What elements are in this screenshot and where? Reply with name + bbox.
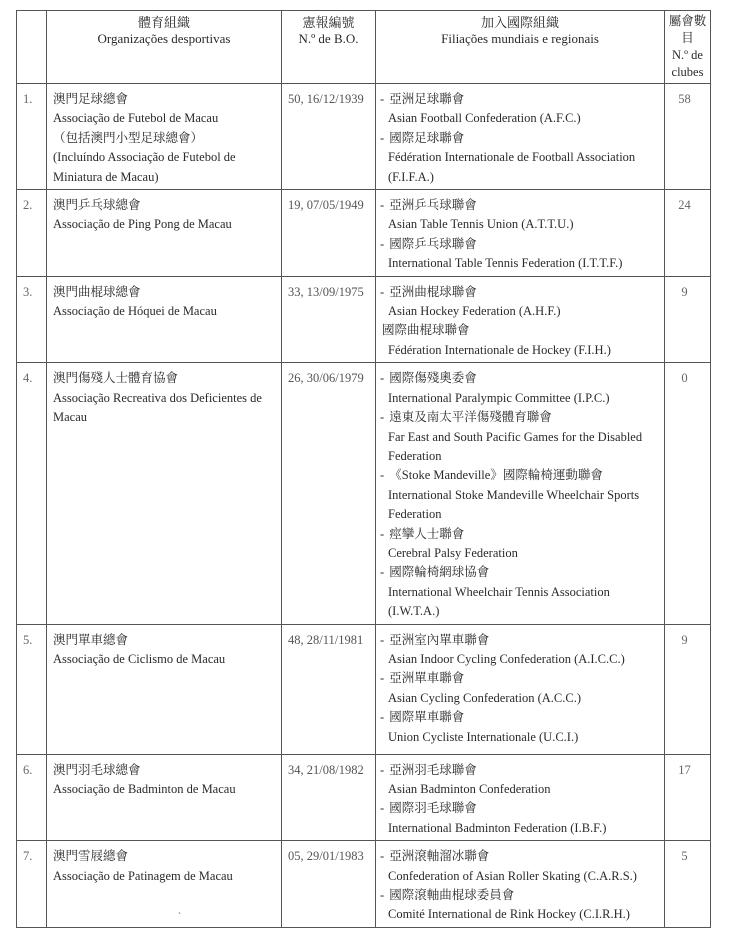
affiliation-name-en: International Paralympic Committee (I.P.C.): [388, 390, 610, 405]
affiliation-item: [380, 669, 660, 708]
header-bulletin-zh: 憲報編號: [302, 15, 355, 30]
affiliation-name-en: Asian Table Tennis Union (A.T.T.U.): [388, 217, 574, 232]
affiliation-name-en: Far East and South Pacific Games for the Disabled Federation: [388, 429, 643, 463]
table-row: [17, 363, 711, 624]
organization-cell: [47, 190, 282, 277]
affiliation-zh-text: 亞洲乒乓球聯會: [389, 198, 477, 213]
affiliation-zh-text: 亞洲單車聯會: [389, 671, 465, 686]
affiliation-item: [380, 283, 660, 322]
affiliation-name-zh: [380, 563, 660, 582]
affiliation-name-zh: [380, 669, 660, 688]
affiliation-item: [380, 761, 660, 800]
affiliation-name-zh: [380, 408, 660, 427]
clubs-count: 0: [665, 363, 711, 624]
table-header-row: [17, 11, 711, 84]
row-number: 6.: [17, 754, 47, 841]
affiliation-name-en: Cerebral Palsy Federation: [388, 545, 518, 560]
affiliation-name-en: Union Cycliste Internationale (U.C.I.): [388, 729, 579, 744]
row-number: 5.: [17, 624, 47, 754]
header-clubs-pt: N.º de clubes: [671, 48, 704, 79]
affiliation-zh-text: 遠東及南太平洋傷殘體育聯會: [389, 410, 552, 425]
clubs-count: 17: [665, 754, 711, 841]
affiliation-zh-text: 國際輪椅網球協會: [389, 565, 490, 580]
affiliation-name-en: International Badminton Federation (I.B.F.): [388, 820, 607, 835]
affiliation-zh-text: 國際足球聯會: [389, 130, 465, 145]
affiliations-cell: [376, 624, 665, 754]
affiliation-name-en: Asian Football Confederation (A.F.C.): [388, 111, 581, 126]
table-row: [17, 190, 711, 277]
organization-name-pt: Associação de Patinagem de Macau: [53, 868, 233, 883]
affiliation-name-zh: [380, 90, 660, 109]
affiliations-cell: [376, 754, 665, 841]
affiliations-cell: [376, 190, 665, 277]
affiliation-dash: -: [380, 801, 388, 816]
organization-name-zh: 澳門單車總會: [53, 632, 129, 647]
affiliations-cell: [376, 276, 665, 363]
affiliation-name-zh: [380, 799, 660, 818]
affiliation-name-en: Asian Hockey Federation (A.H.F.): [388, 304, 561, 319]
affiliation-item: [380, 90, 660, 129]
organization-cell: [47, 754, 282, 841]
affiliation-item: [380, 631, 660, 670]
affiliation-name-en: Asian Indoor Cycling Confederation (A.I.C.C.): [388, 651, 625, 666]
organization-name-pt: Associação de Futebol de Macau: [53, 111, 219, 126]
affiliation-name-zh: [380, 129, 660, 148]
row-number: 4.: [17, 363, 47, 624]
header-organization: [47, 11, 282, 84]
affiliation-name-en: International Wheelchair Tennis Association (I.W.T.A.): [388, 584, 610, 619]
affiliation-item: [380, 321, 660, 360]
affiliation-item: [380, 196, 660, 235]
affiliation-zh-text: 亞洲曲棍球聯會: [389, 284, 477, 299]
affiliation-zh-text: 痙攣人士聯會: [389, 526, 465, 541]
organization-note-zh: （包括澳門小型足球總會）: [53, 130, 204, 145]
affiliation-name-zh: [380, 196, 660, 215]
row-number: 7.: [17, 841, 47, 928]
scan-mark: `: [178, 912, 182, 923]
organization-cell: [47, 276, 282, 363]
affiliation-name-zh: [380, 321, 660, 340]
affiliation-name-zh: [380, 847, 660, 866]
clubs-count: 58: [665, 84, 711, 190]
affiliation-zh-text: 國際傷殘奧委會: [389, 371, 477, 386]
affiliations-cell: [376, 363, 665, 624]
affiliation-name-en: Asian Badminton Confederation: [388, 781, 551, 796]
table-row: [17, 84, 711, 190]
affiliation-dash: -: [380, 565, 388, 580]
affiliation-dash: -: [380, 92, 388, 106]
affiliation-dash: -: [380, 632, 388, 647]
row-number: 3.: [17, 276, 47, 363]
affiliation-name-zh: [380, 235, 660, 254]
affiliation-dash: -: [380, 762, 388, 777]
affiliation-name-zh: [380, 466, 660, 485]
affiliation-name-en: International Stoke Mandeville Wheelchair Sports Federation: [388, 487, 640, 522]
row-number: 1.: [17, 84, 47, 190]
affiliation-dash: -: [380, 198, 388, 213]
table-body: [17, 84, 711, 928]
affiliation-zh-text: 國際曲棍球聯會: [382, 323, 470, 338]
affiliation-item: [380, 708, 660, 747]
organization-name-zh: 澳門乒乓球總會: [53, 198, 141, 213]
bulletin-number: 48, 28/11/1981: [282, 624, 376, 754]
organization-name-zh: 澳門羽毛球總會: [53, 762, 141, 777]
table-row: [17, 754, 711, 841]
organization-cell: [47, 363, 282, 624]
affiliation-dash: -: [380, 130, 388, 145]
clubs-count: 9: [665, 624, 711, 754]
affiliation-name-en: Confederation of Asian Roller Skating (C.A.R.S.): [388, 868, 637, 883]
affiliations-cell: [376, 841, 665, 928]
organization-name-pt: Associação de Badminton de Macau: [53, 781, 236, 796]
affiliation-item: [380, 235, 660, 274]
affiliation-zh-text: 亞洲足球聯會: [389, 92, 465, 106]
bulletin-number: 33, 13/09/1975: [282, 276, 376, 363]
affiliation-item: [380, 466, 660, 524]
affiliation-item: [380, 886, 660, 925]
table-row: [17, 276, 711, 363]
organization-note-pt: (Incluíndo Associação de Futebol de Miniatura de Macau): [53, 150, 236, 184]
affiliation-zh-text: 國際滾軸曲棍球委員會: [389, 888, 515, 902]
table-row: [17, 841, 711, 928]
affiliation-name-en: Fédération Internationale de Football Association (F.I.F.A.): [388, 150, 636, 184]
affiliation-zh-text: 亞洲室內單車聯會: [389, 632, 490, 647]
affiliation-dash: -: [380, 710, 388, 725]
affiliation-name-en: Fédération Internationale de Hockey (F.I.H.): [388, 342, 611, 357]
affiliation-zh-text: 亞洲羽毛球聯會: [389, 762, 477, 777]
header-affiliations-zh: 加入國際組織: [480, 15, 559, 30]
bulletin-number: 34, 21/08/1982: [282, 754, 376, 841]
header-affiliations-pt: Filiações mundiais e regionais: [441, 31, 599, 46]
affiliation-item: [380, 563, 660, 621]
header-organization-pt: Organizações desportivas: [97, 31, 231, 46]
affiliation-zh-text: 《Stoke Mandeville》國際輪椅運動聯會: [389, 468, 603, 483]
affiliation-dash: -: [380, 236, 388, 251]
affiliation-item: [380, 799, 660, 838]
affiliation-dash: -: [380, 284, 388, 299]
organization-name-pt: Associação Recreativa dos Deficientes de Macau: [53, 390, 262, 425]
affiliation-dash: -: [380, 671, 388, 686]
header-organization-zh: 體育組織: [137, 15, 190, 30]
affiliation-name-en: International Table Tennis Federation (I.T.T.F.): [388, 256, 623, 271]
organization-name-zh: 澳門曲棍球總會: [53, 284, 141, 299]
affiliation-dash: -: [380, 410, 388, 425]
affiliation-item: [380, 847, 660, 886]
clubs-count: 5: [665, 841, 711, 928]
affiliation-name-zh: [380, 708, 660, 727]
affiliations-cell: [376, 84, 665, 190]
bulletin-number: 26, 30/06/1979: [282, 363, 376, 624]
organization-cell: [47, 84, 282, 190]
organization-cell: [47, 841, 282, 928]
organization-name-zh: 澳門雪屐總會: [53, 849, 129, 864]
affiliation-name-zh: [380, 631, 660, 650]
clubs-count: 24: [665, 190, 711, 277]
affiliation-dash: -: [380, 468, 388, 483]
bulletin-number: 19, 07/05/1949: [282, 190, 376, 277]
organization-cell: [47, 624, 282, 754]
affiliation-name-zh: [380, 525, 660, 544]
affiliation-item: [380, 369, 660, 408]
affiliation-dash: -: [380, 849, 388, 864]
clubs-count: 9: [665, 276, 711, 363]
affiliation-name-zh: [380, 886, 660, 905]
affiliation-name-en: Comité International de Rink Hockey (C.I.R.H.): [388, 907, 630, 922]
sports-organizations-table: [16, 10, 711, 928]
organization-name-zh: 澳門傷殘人士體育協會: [53, 371, 179, 386]
header-clubs-zh: 屬會數目: [668, 14, 707, 45]
affiliation-item: [380, 408, 660, 466]
bulletin-number: 05, 29/01/1983: [282, 841, 376, 928]
bulletin-number: 50, 16/12/1939: [282, 84, 376, 190]
organization-name-pt: Associação de Ciclismo de Macau: [53, 651, 226, 666]
affiliation-dash: -: [380, 888, 388, 902]
affiliation-zh-text: 國際單車聯會: [389, 710, 465, 725]
affiliation-dash: -: [380, 371, 388, 386]
affiliation-name-zh: [380, 283, 660, 302]
affiliation-item: [380, 525, 660, 564]
organization-name-pt: Associação de Ping Pong de Macau: [53, 217, 232, 232]
affiliation-dash: -: [380, 526, 388, 541]
header-bulletin-pt: N.º de B.O.: [298, 31, 359, 46]
affiliation-item: [380, 129, 660, 187]
organization-name-zh: 澳門足球總會: [53, 92, 129, 106]
document-page: [16, 10, 710, 928]
header-number: [17, 11, 47, 84]
affiliation-zh-text: 國際乒乓球聯會: [389, 236, 477, 251]
affiliation-name-zh: [380, 761, 660, 780]
affiliation-name-zh: [380, 369, 660, 388]
affiliation-zh-text: 國際羽毛球聯會: [389, 801, 477, 816]
affiliation-zh-text: 亞洲滾軸溜冰聯會: [389, 849, 490, 864]
header-affiliations: [376, 11, 665, 84]
header-clubs: [665, 11, 711, 84]
organization-name-pt: Associação de Hóquei de Macau: [53, 304, 217, 319]
affiliation-name-en: Asian Cycling Confederation (A.C.C.): [388, 690, 582, 705]
table-row: [17, 624, 711, 754]
header-bulletin-number: [282, 11, 376, 84]
row-number: 2.: [17, 190, 47, 277]
